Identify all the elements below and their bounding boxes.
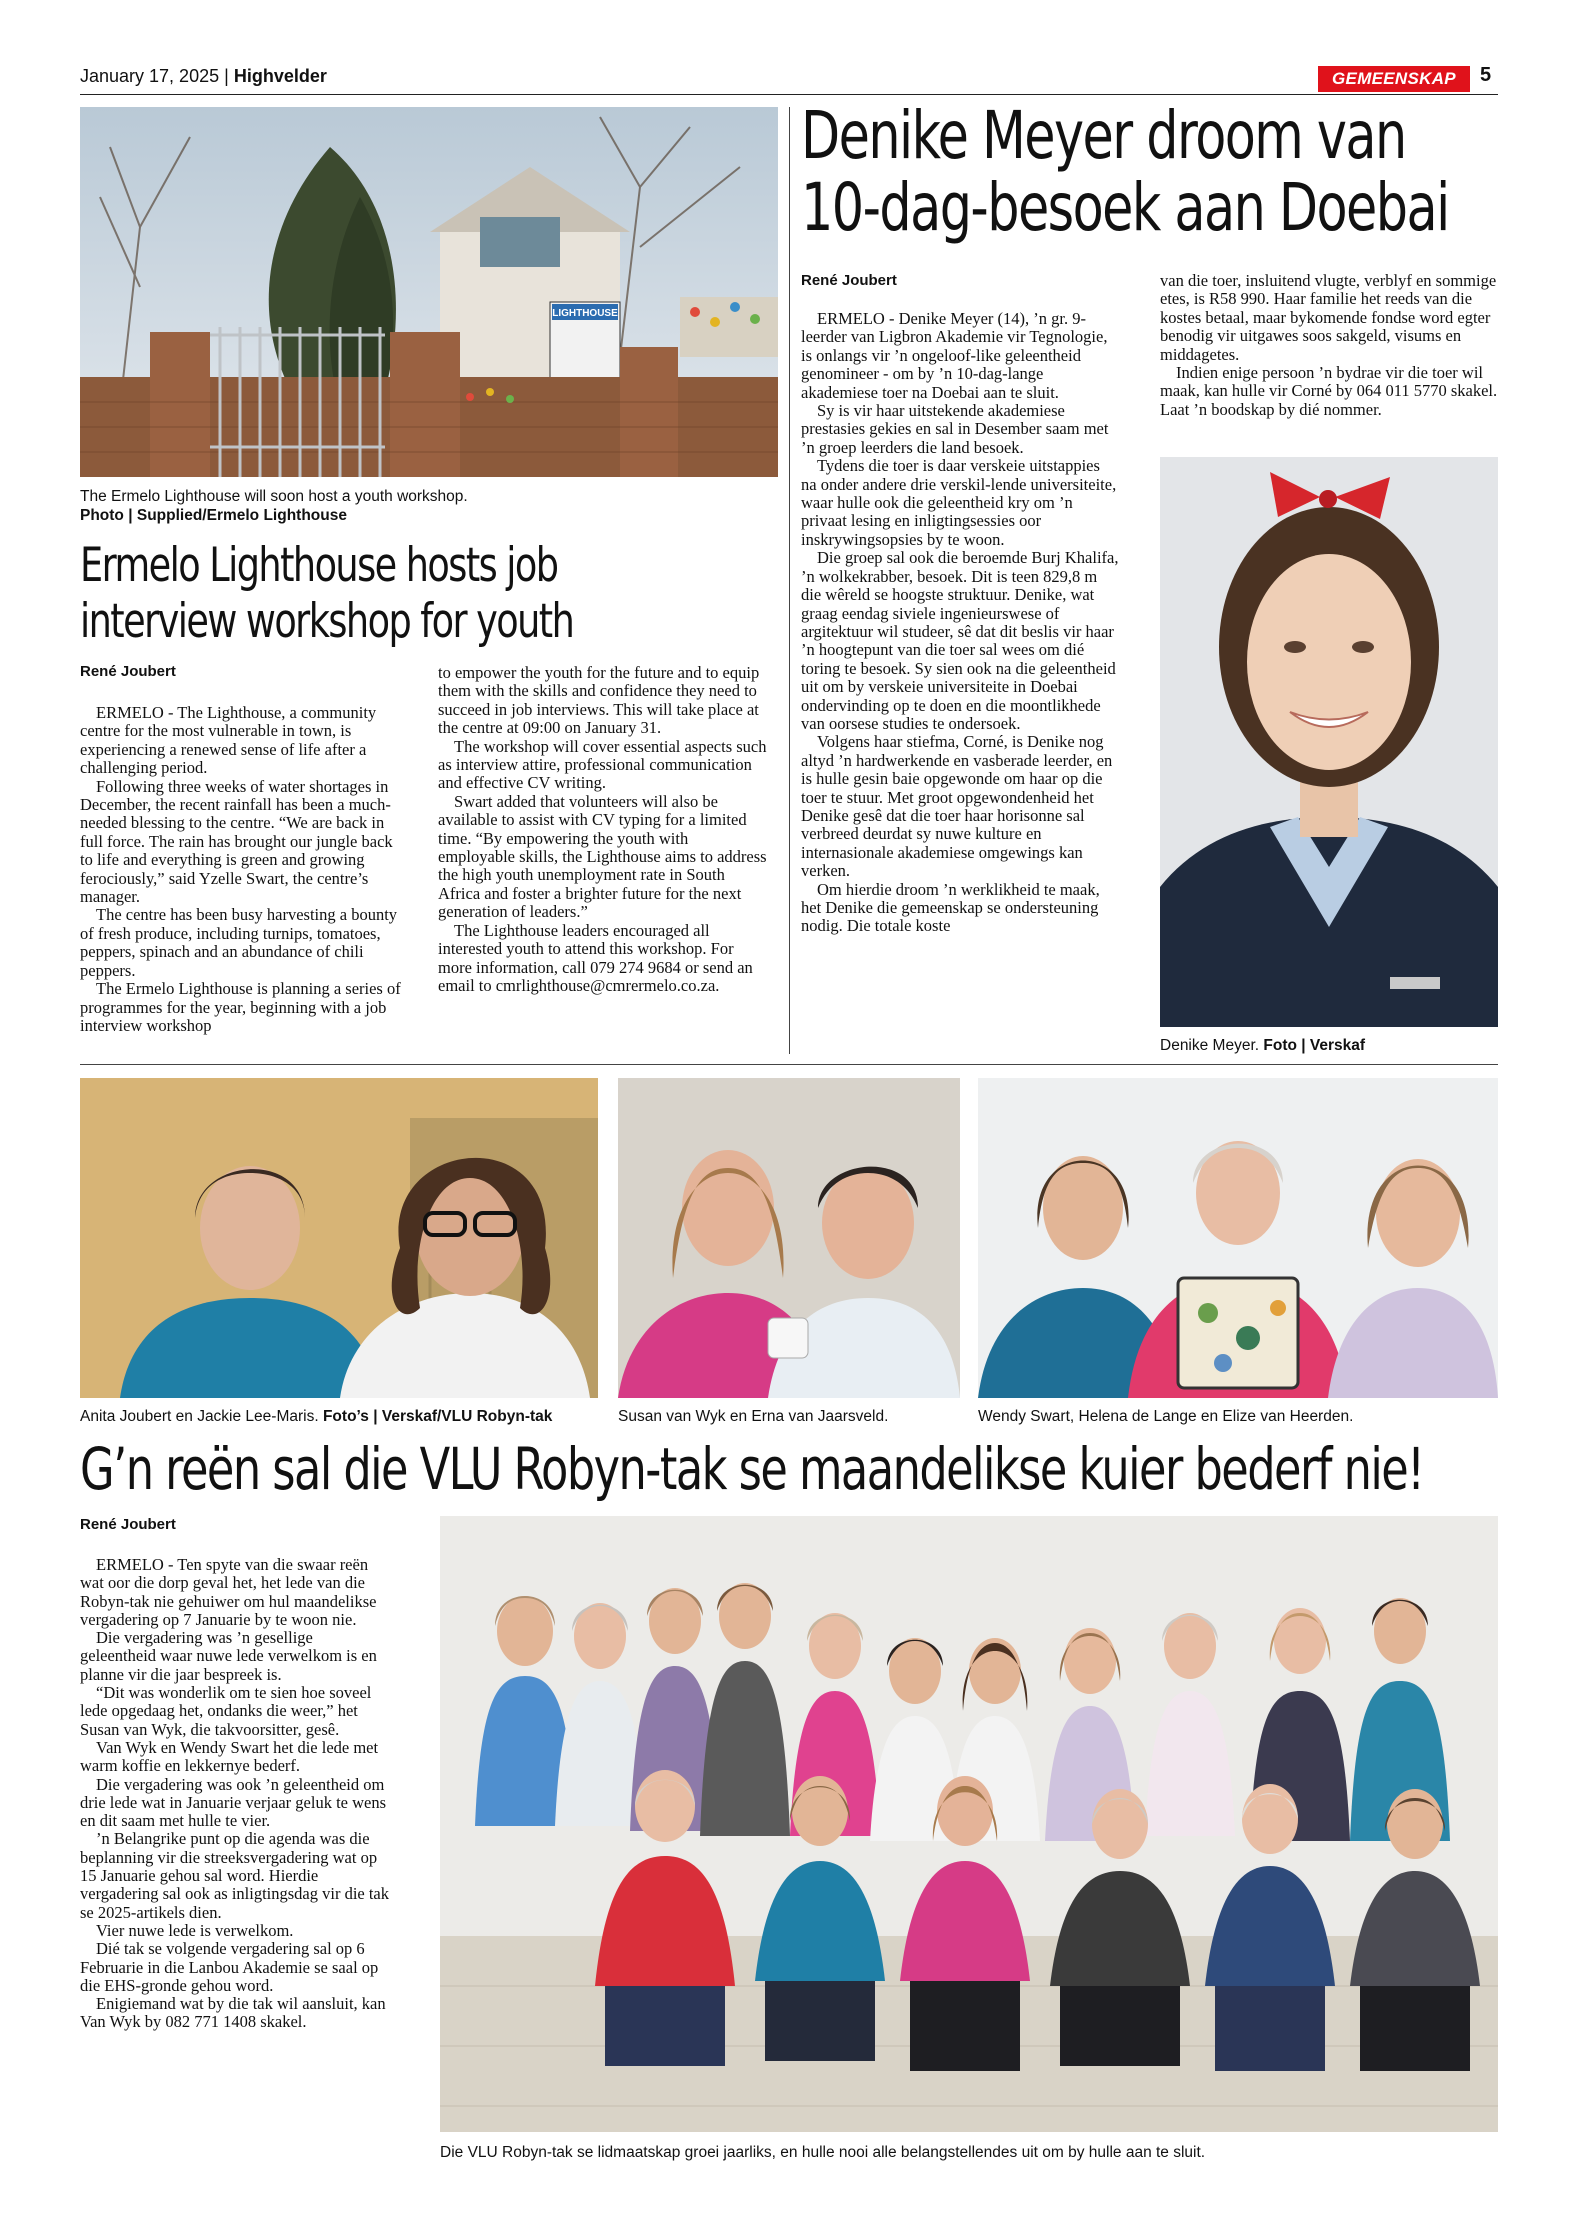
vlu-caption-1-text: Anita Joubert en Jackie Lee-Maris. xyxy=(80,1408,319,1425)
vlu-photo-3-graphic xyxy=(978,1078,1498,1398)
lighthouse-sign-text: LIGHTHOUSE xyxy=(552,308,618,319)
vlu-p1: ERMELO - Ten spyte van die swaar reën wat oor die dorp geval het, het lede van die Robyn-tak nie gehuiwer om hul maandelikse vergadering op 7 Januarie by te woon nie. xyxy=(80,1555,377,1629)
vlu-caption-3: Wendy Swart, Helena de Lange en Elize van Heerden. xyxy=(978,1408,1354,1425)
vlu-caption-1-credit: Foto’s | Verskaf/VLU Robyn-tak xyxy=(322,1408,553,1425)
lighthouse-headline xyxy=(80,538,720,650)
vlu-p9: Enigiemand wat by die tak wil aansluit, kan Van Wyk by 082 771 1408 skakel. xyxy=(80,1994,386,2032)
masthead-rule xyxy=(80,94,1498,95)
lighthouse-caption: The Ermelo Lighthouse will soon host a youth workshop. xyxy=(80,488,468,505)
lighthouse-column-2 xyxy=(438,664,768,995)
vlu-group-photo xyxy=(440,1516,1498,2132)
vlu-group-caption: Die VLU Robyn-tak se lidmaatskap groei jaarliks, en hulle nooi alle belangstellendes uit om by hulle aan te sluit. xyxy=(440,2144,1206,2161)
vlu-p7: Vier nuwe lede is verwelkom. xyxy=(96,1920,294,1940)
vlu-photo-2-graphic xyxy=(618,1078,960,1398)
masthead-date: January 17, 2025 xyxy=(80,66,220,86)
section-divider xyxy=(80,1064,1498,1065)
lighthouse-credit: Photo | Supplied/Ermelo Lighthouse xyxy=(80,507,347,524)
lighthouse-photo-graphic xyxy=(80,107,778,477)
masthead-separator: | xyxy=(224,66,229,86)
lighthouse-c1-p2: Following three weeks of water shortages in December, the recent rainfall has been a much-needed blessing to the centre. “We are back in full force. The rain has brought our jungle back to life and everything is green and growing ferociously,” said Yzelle Swart, the centre’s manager. xyxy=(80,776,393,907)
doebai-c1-p4: Die groep sal ook die beroemde Burj Khalifa, ’n wolkekrabber, besoek. Dit is teen 829,8 m die wêreld se hoogste struktuur. Denike, wat graag eendag siviele ingenieurswese of argitektuur wil studeer, sê dat dit beslis vir haar ’n hoogtepunt van die toer sal wees om dié toring te besoek. Sy sien ook na die geleentheid uit om by verskeie universiteite in Doebai ondervinding op te doen en die moontlikhede van oorsese studies te ondersoek. xyxy=(801,548,1119,733)
doebai-c1-p3: Tydens die toer is daar verskeie uitstappies na onder andere drie verskil-lende universiteite, waar hulle ook die geleentheid kry om ’n privaat lesing en inligtingsessies oor inskrywingsopsies by te woon. xyxy=(801,456,1117,549)
lighthouse-headline-line2: interview workshop for youth xyxy=(80,594,574,649)
vlu-p6: ’n Belangrike punt op die agenda was die beplanning vir die streeksvergadering wat op 15 Januarie gehou sal word. Hierdie vergadering sal ook as inligtingsdag vir die tak se 2025-artikels dien. xyxy=(80,1829,390,1922)
doebai-c2-p2: Indien enige persoon ’n bydrae vir die toer wil maak, kan hulle vir Corné by 064 011 5770 skakel. Laat ’n boodskap by dié nommer. xyxy=(1160,363,1498,419)
vlu-p4: Van Wyk en Wendy Swart het die lede met warm koffie en lekkernye bederf. xyxy=(80,1737,379,1776)
denike-photo-graphic xyxy=(1160,457,1498,1027)
vlu-caption-1 xyxy=(80,1407,552,1426)
denike-credit: Foto | Verskaf xyxy=(1263,1037,1366,1054)
denike-photo xyxy=(1160,457,1498,1027)
section-tab: GEMEENSKAP xyxy=(1318,66,1470,92)
doebai-headline xyxy=(801,97,1494,246)
doebai-column-2 xyxy=(1160,272,1500,419)
vlu-photo-anita-jackie xyxy=(80,1078,598,1398)
doebai-c1-p6: Om hierdie droom ’n werklikheid te maak, het Denike die gemeenskap se ondersteuning nodig. Die totale koste xyxy=(801,879,1100,936)
lighthouse-byline: René Joubert xyxy=(80,663,176,680)
doebai-c1-p5: Volgens haar stiefma, Corné, is Denike nog altyd ’n hardwerkende en vasberade leerder, en is hulle gesin baie opgewonde om haar op die toer te stuur. Met groot opgewondenheid het Denike gesê dat die toer haar horisonne sal verbreed deurdat sy nuwe kulture en internasionale akademiese omgewings kan verken. xyxy=(801,732,1113,881)
masthead-date-line xyxy=(80,66,327,87)
doebai-c1-p2: Sy is vir haar uitstekende akademiese prestasies gekies en sal in Desember saam met ’n groep leerders die land besoek. xyxy=(801,401,1109,457)
lighthouse-column-1 xyxy=(80,704,408,1035)
vlu-p5: Die vergadering was ook ’n geleentheid om drie lede wat in Januarie verjaar geluk te wens en dit saam met hulle te vier. xyxy=(80,1774,387,1831)
lighthouse-c2-p1: to empower the youth for the future and to equip them with the skills and confidence they need to succeed in job interviews. This will take place at the centre at 09:00 on January 31. xyxy=(438,663,760,738)
lighthouse-caption-block xyxy=(80,487,778,525)
lighthouse-c1-p1: ERMELO - The Lighthouse, a community centre for the most vulnerable in town, is experiencing a renewed sense of life after a challenging period. xyxy=(80,703,377,778)
vlu-headline: G’n reën sal die VLU Robyn-tak se maandelikse kuier bederf nie! xyxy=(80,1435,1424,1503)
doebai-headline-line2: 10-dag-besoek aan Doebai xyxy=(801,169,1449,246)
vlu-photo-wendy-helena-elize xyxy=(978,1078,1498,1398)
denike-caption-block xyxy=(1160,1036,1365,1055)
vlu-p2: Die vergadering was ’n gesellige geleentheid waar nuwe lede verwelkom is en planne vir die jaar bespreek is. xyxy=(80,1628,377,1684)
vlu-photo-1-graphic xyxy=(80,1078,598,1398)
page-number: 5 xyxy=(1480,64,1492,86)
vlu-photo-susan-erna xyxy=(618,1078,960,1398)
vlu-caption-2: Susan van Wyk en Erna van Jaarsveld. xyxy=(618,1408,889,1425)
lighthouse-c2-p2: The workshop will cover essential aspects such as interview attire, professional communication and effective CV writing. xyxy=(438,736,767,793)
lighthouse-photo xyxy=(80,107,778,477)
lighthouse-c1-p4: The Ermelo Lighthouse is planning a series of programmes for the year, beginning with a job interview workshop xyxy=(80,979,401,1035)
lighthouse-c2-p4: The Lighthouse leaders encouraged all interested youth to attend this workshop. For more information, call 079 274 9684 or send an email to cmrlighthouse@cmrermelo.co.za. xyxy=(438,920,753,995)
doebai-byline: René Joubert xyxy=(801,272,897,289)
lighthouse-headline-line1: Ermelo Lighthouse hosts job xyxy=(80,538,558,593)
column-divider xyxy=(789,107,790,1054)
doebai-c1-p1: ERMELO - Denike Meyer (14), ’n gr. 9-leerder van Ligbron Akademie vir Tegnologie, is onlangs vir ’n ongeloof-like geleentheid genomineer - om by ’n 10-dag-lange akademiese toer na Doebai aan te sluit. xyxy=(801,309,1108,402)
doebai-c2-p1: van die toer, insluitend vlugte, verblyf en sommige etes, is R58 990. Haar familie het reeds van die kostes betaal, maar bykomende fondse word egter benodig vir uitgawes soos sakgeld, visums en middagetes. xyxy=(1160,271,1497,364)
lighthouse-c1-p3: The centre has been busy harvesting a bounty of fresh produce, including turnips, tomatoes, peppers, spinach and an abundance of chili peppers. xyxy=(80,905,398,980)
vlu-byline: René Joubert xyxy=(80,1516,176,1533)
vlu-p3: “Dit was wonderlik om te sien hoe soveel lede opgedaag het, ondanks die weer,” het Susan van Wyk, die takvoorsitter, gesê. xyxy=(80,1683,372,1739)
masthead-paper: Highvelder xyxy=(233,66,327,86)
doebai-column-1 xyxy=(801,310,1119,936)
vlu-p8: Dié tak se volgende vergadering sal op 6 Februarie in die Lanbou Akademie se saal op die EHS-gronde gehou word. xyxy=(80,1939,379,1995)
doebai-headline-line1: Denike Meyer droom van xyxy=(801,97,1406,174)
vlu-column xyxy=(80,1556,390,2032)
vlu-group-photo-graphic xyxy=(440,1516,1498,2132)
denike-caption: Denike Meyer. xyxy=(1160,1037,1260,1054)
lighthouse-c2-p3: Swart added that volunteers will also be available to assist with CV typing for a limited time. “By empowering the youth with employable skills, the Lighthouse aims to address the high youth unemployment rate in South Africa and foster a brighter future for the next generation of leaders.” xyxy=(438,791,767,922)
